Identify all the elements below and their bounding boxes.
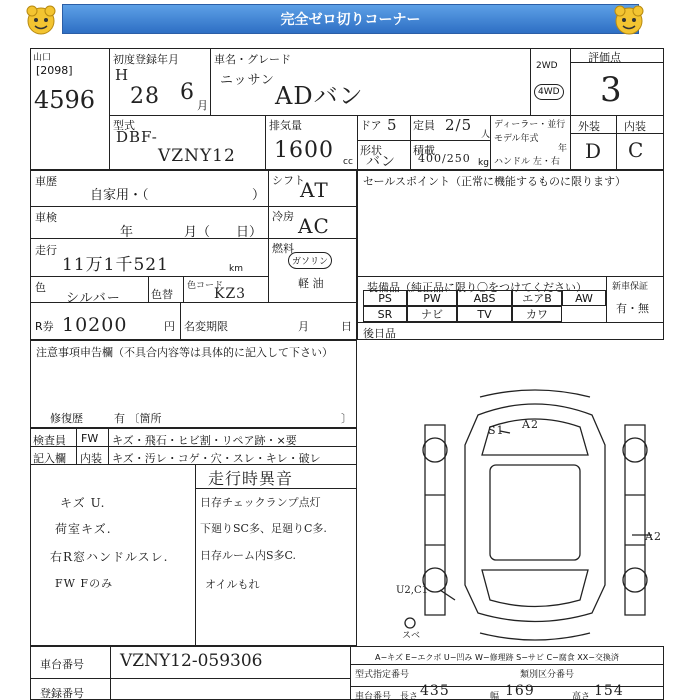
- org-label: 山口: [33, 53, 52, 63]
- diagram-label-a2-side: A2: [645, 530, 662, 543]
- drive-2wd: 2WD: [536, 61, 558, 71]
- capacity-label: 定員: [413, 119, 435, 132]
- note-right-3: 日存ルーム内S多C.: [200, 549, 297, 562]
- model-year-label: モデル年式: [494, 134, 539, 144]
- mileage-value: 11万1千521: [62, 255, 169, 275]
- check-row2: キズ・汚レ・コゲ・穴・スレ・キレ・破レ: [112, 452, 321, 465]
- score-value: 3: [600, 70, 623, 110]
- diagram-label-s1: S1: [488, 424, 505, 437]
- equip-navi: ナビ: [407, 306, 457, 322]
- bottom-vin-label: 車台番号: [355, 692, 392, 700]
- diagram-label-u2: U2,C1: [396, 585, 428, 596]
- exterior-grade: D: [585, 139, 603, 163]
- inspection-day: 日）: [236, 225, 263, 240]
- after-items-label: 後日品: [363, 327, 396, 340]
- door-label: ドア: [360, 119, 382, 132]
- interior-grade: C: [628, 138, 645, 162]
- width-label: 幅: [490, 692, 500, 700]
- interior-label: 内装: [624, 120, 646, 133]
- color-label: 色: [35, 281, 46, 294]
- note-right-4: オイルもれ: [205, 578, 260, 591]
- name-change-label: 名変期限: [184, 320, 228, 333]
- equip-leather: カワ: [512, 306, 562, 322]
- inspection-year: 年: [120, 225, 134, 240]
- km-unit: km: [229, 264, 243, 274]
- new-car-warranty-value: 有・無: [616, 302, 649, 315]
- diagram-label-a2-top: A2: [522, 418, 539, 431]
- note-left-4: FW Fのみ: [55, 577, 114, 590]
- inspector-label: 検査員: [33, 434, 66, 447]
- name-change-month: 月: [298, 320, 309, 333]
- length-label: 長さ: [400, 692, 419, 700]
- mascot-right-icon: [612, 3, 646, 37]
- damage-legend: A−キズ E−エクボ U−凹み W−修理跡 S−サビ C−腐食 XX−交換済: [375, 653, 619, 662]
- equip-sr: SR: [363, 306, 407, 322]
- spec-number-label: 型式指定番号: [355, 670, 410, 680]
- lot-number: 4596: [34, 86, 96, 114]
- color-code-value: KZ3: [214, 286, 247, 302]
- first-reg-year: 28: [130, 84, 160, 109]
- category-number-label: 類別区分番号: [520, 670, 575, 680]
- vin-label: 車台番号: [40, 658, 84, 671]
- mascot-left-icon: [24, 3, 58, 37]
- displacement-label: 排気量: [269, 119, 302, 132]
- vin-value: VZNY12-059306: [120, 651, 263, 671]
- registration-label: 登録番号: [40, 687, 84, 700]
- month-unit: 月: [197, 99, 208, 112]
- repair-history-label: 修復歴: [50, 412, 83, 425]
- mileage-label: 走行: [35, 244, 57, 257]
- repair-history-value: 有 〔箇所: [114, 412, 162, 425]
- capacity-value: 2/5: [445, 116, 473, 134]
- equip-tv: TV: [457, 306, 512, 322]
- yen-unit: 円: [164, 320, 175, 333]
- equip-airbag: エアB: [512, 290, 562, 306]
- equip-abs: ABS: [457, 290, 512, 306]
- handle-label: ハンドル 左・右: [494, 157, 560, 167]
- dealer-label: ディーラー・並行: [494, 120, 566, 130]
- year-unit: 年: [558, 144, 568, 154]
- equip-pw: PW: [407, 290, 457, 306]
- shift-value: AT: [300, 178, 329, 202]
- diagram-label-underfloor: スベ: [402, 631, 421, 641]
- shift-label: シフト: [272, 174, 305, 187]
- cc-unit: cc: [343, 157, 353, 167]
- tone-label: 色替: [151, 288, 173, 301]
- ac-label: 冷房: [272, 210, 294, 223]
- repair-history-close: 〕: [341, 412, 352, 425]
- note-drive-noise: 走行時異音: [208, 469, 294, 488]
- type-value: DBF-: [116, 128, 158, 146]
- fuel-diesel: 軽 油: [298, 277, 324, 290]
- note-right-2: 下廻りSC多、足廻りC多.: [200, 522, 327, 535]
- height-value: 154: [594, 683, 624, 699]
- equip-ps: PS: [363, 290, 407, 306]
- color-code-label: 色コード: [187, 281, 224, 291]
- type-label: 型式: [113, 119, 135, 132]
- length-value: 435: [420, 683, 450, 699]
- displacement-value: 1600: [274, 138, 334, 163]
- history-value: 自家用・（: [90, 188, 149, 203]
- note-right-1: 日存チェックランプ点灯: [200, 496, 321, 509]
- name-change-day: 日: [341, 320, 352, 333]
- selling-point-label: セールスポイント（正常に機能するものに限ります）: [363, 175, 627, 188]
- note-left-3: 右R窓ハンドルスレ.: [50, 550, 169, 564]
- exterior-label: 外装: [578, 120, 600, 133]
- width-value: 169: [505, 683, 535, 699]
- load-value: 400/250: [418, 152, 471, 165]
- note-left-1: キズ U.: [60, 496, 106, 510]
- shape-label: 形状: [360, 144, 382, 157]
- inspection-month: 月（: [184, 225, 211, 240]
- maker-label: 車名・グレード: [214, 53, 291, 66]
- era: H: [115, 66, 130, 84]
- check-row1: キズ・飛石・ヒビ割・リペア跡・×要: [112, 434, 297, 447]
- fuel-label: 燃料: [272, 242, 294, 255]
- score-label: 評価点: [588, 51, 621, 64]
- drive-4wd-circled: 4WD: [534, 84, 564, 100]
- recycle-value: 10200: [62, 314, 128, 336]
- equip-aw: AW: [562, 290, 606, 306]
- height-label: 高さ: [572, 692, 591, 700]
- color-value: シルバー: [66, 291, 121, 306]
- model-name: ADバン: [275, 82, 364, 110]
- notes-label: 注意事項申告欄（不具合内容等は具体的に記入して下さい）: [36, 346, 333, 359]
- sheet-code: [2098]: [36, 64, 73, 77]
- first-reg-month: 6: [180, 80, 195, 105]
- history-label: 車歴: [35, 175, 57, 188]
- inspection-label: 車検: [35, 211, 57, 224]
- type-code: VZNY12: [158, 146, 236, 166]
- history-close: ）: [252, 188, 266, 203]
- check-interior: 内装: [80, 452, 102, 465]
- load-label: 積載: [413, 144, 435, 157]
- first-reg-label: 初度登録年月: [113, 53, 179, 66]
- equipment-label: 装備品（純正品に限り〇をつけてください）: [367, 281, 587, 294]
- maker: ニッサン: [220, 73, 275, 88]
- capacity-unit: 人: [481, 130, 491, 140]
- shape-value: バン: [366, 154, 396, 170]
- remarks-label: 記入欄: [33, 452, 66, 465]
- recycle-label: R券: [35, 320, 54, 333]
- load-unit: kg: [478, 158, 489, 168]
- banner-title: 完全ゼロ切りコーナー: [62, 4, 639, 34]
- fuel-gasoline-circled: ガソリン: [288, 252, 332, 269]
- check-fw: FW: [81, 432, 99, 445]
- new-car-warranty-label: 新車保証: [612, 282, 649, 292]
- door-value: 5: [387, 116, 398, 134]
- ac-value: AC: [298, 214, 330, 238]
- note-left-2: 荷室キズ.: [55, 522, 112, 536]
